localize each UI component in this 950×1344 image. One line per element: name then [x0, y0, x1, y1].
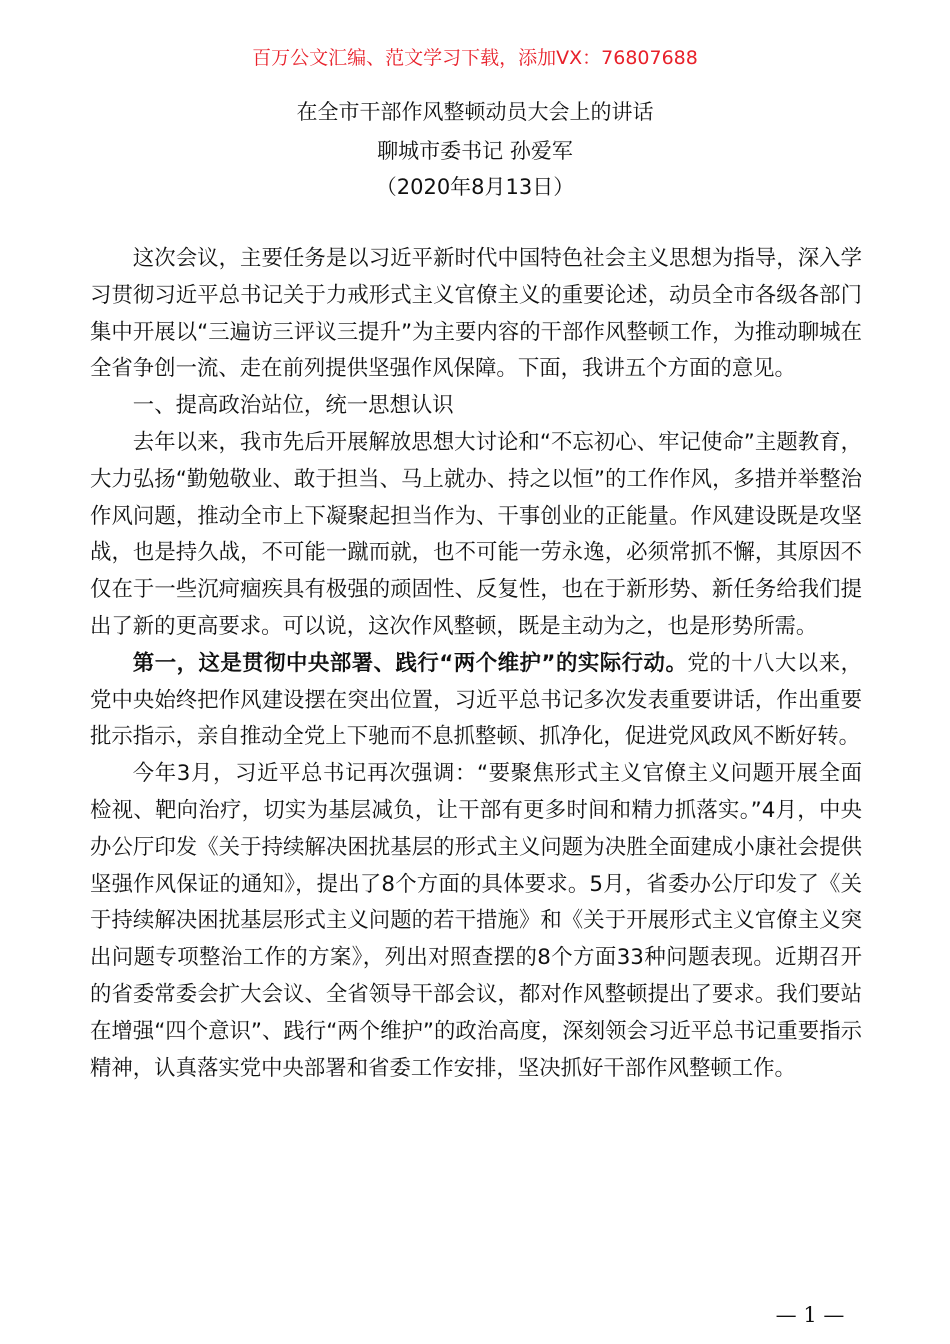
document-title: 在全市干部作风整顿动员大会上的讲话 — [296, 100, 654, 124]
document-date: （2020年8月13日） — [375, 175, 575, 199]
section-heading-1: 一、提高政治站位，统一思想认识 — [132, 393, 454, 419]
first-point-lead: 第一，这是贯彻中央部署、践行“两个维护”的实际行动。 — [132, 650, 688, 676]
first-point-text: 党的十八大以来，党中央始终把作风建设摆在突出位置，习近平总书记多次发表重要讲话，作出重要批示指示，亲自推动全党上下驰而不息抓整顿、抓净化，促进党风政风不断好转。 — [90, 650, 862, 750]
page-number: — 1 — — [775, 1303, 845, 1327]
paragraph-background: 去年以来，我市先后开展解放思想大讨论和“不忘初心、牢记使命”主题教育，大力弘扬“勤勉敬业、敢于担当、马上就办、持之以恒”的工作作风，多措并举整治作风问题，推动全市上下凝聚起担当作为、干事创业的正能量。作风建设既是攻坚战，也是持久战，不可能一蹴而就，也不可能一劳永逸，必须常抓不懈，其原因不仅在于一些沉疴痼疾具有极强的顽固性、反复性，也在于新形势、新任务给我们提出了新的更高要求。可以说，这次作风整顿，既是主动为之，也是形势所需。 — [90, 429, 862, 639]
watermark-banner: 百万公文汇编、范文学习下载，添加VX：76807688 — [252, 47, 698, 69]
document-body — [90, 241, 862, 1087]
paragraph-first-point — [90, 646, 862, 756]
paragraph-intro: 这次会议，主要任务是以习近平新时代中国特色社会主义思想为指导，深入学习贯彻习近平总书记关于力戒形式主义官僚主义的重要论述，动员全市各级各部门集中开展以“三遍访三评议三提升”为主要内容的干部作风整顿工作，为推动聊城在全省争创一流、走在前列提供坚强作风保障。下面，我讲五个方面的意见。 — [90, 246, 862, 382]
document-author: 聊城市委书记 孙爱军 — [377, 139, 573, 163]
paragraph-central-directives: 今年3月，习近平总书记再次强调：“要聚焦形式主义官僚主义问题开展全面检视、靶向治疗，切实为基层减负，让干部有更多时间和精力抓落实。”4月，中央办公厅印发《关于持续解决困扰基层的形式主义问题为决胜全面建成小康社会提供坚强作风保证的通知》，提出了8个方面的具体要求。5月，省委办公厅印发了《关于持续解决困扰基层形式主义问题的若干措施》和《关于开展形式主义官僚主义突出问题专项整治工作的方案》，列出对照查摆的8个方面33种问题表现。近期召开的省委常委会扩大会议、全省领导干部会议，都对作风整顿提出了要求。我们要站在增强“四个意识”、践行“两个维护”的政治高度，深刻领会习近平总书记重要指示精神，认真落实党中央部署和省委工作安排，坚决抓好干部作风整顿工作。 — [90, 761, 862, 1081]
